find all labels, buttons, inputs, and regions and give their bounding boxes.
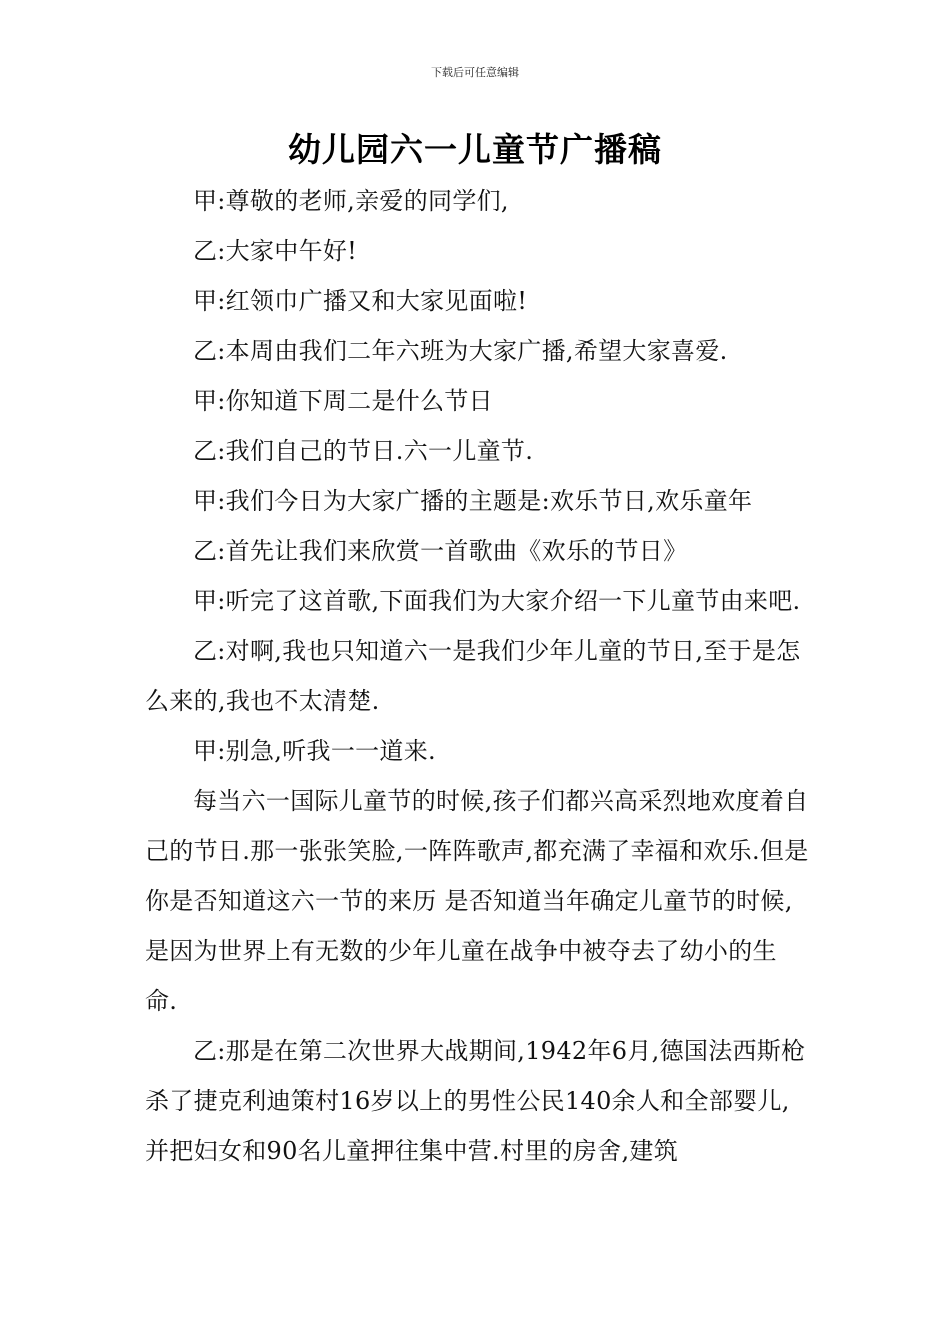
document-body xyxy=(145,176,809,1176)
document-title: 幼儿园六一儿童节广播稿 xyxy=(288,130,662,169)
paragraph: 乙:那是在第二次世界大战期间,1942年6月,德国法西斯枪杀了捷克利迪策村16岁以上的男性公民140余人和全部婴儿,并把妇女和90名儿童押往集中营.村里的房舍,建筑 xyxy=(145,1037,806,1165)
header-note: 下载后可任意编辑 xyxy=(431,66,519,79)
paragraph: 乙:我们自己的节日.六一儿童节. xyxy=(193,437,534,465)
paragraph: 甲:尊敬的老师,亲爱的同学们, xyxy=(193,187,509,215)
paragraph: 甲:我们今日为大家广播的主题是:欢乐节日,欢乐童年 xyxy=(193,487,753,515)
paragraph: 乙:大家中午好! xyxy=(193,237,358,265)
paragraph: 甲:你知道下周二是什么节日 xyxy=(193,387,493,415)
paragraph: 每当六一国际儿童节的时候,孩子们都兴高采烈地欢度着自己的节日.那一张张笑脸,一阵阵歌声,都充满了幸福和欢乐.但是你是否知道这六一节的来历 是否知道当年确定儿童节的时候,是因为世界上有无数的少年儿童在战争中被夺去了幼小的生命. xyxy=(145,787,809,1015)
paragraph: 甲:听完了这首歌,下面我们为大家介绍一下儿童节由来吧. xyxy=(193,587,801,615)
paragraph: 乙:对啊,我也只知道六一是我们少年儿童的节日,至于是怎么来的,我也不太清楚. xyxy=(145,637,801,715)
paragraph: 乙:首先让我们来欣赏一首歌曲《欢乐的节日》 xyxy=(193,537,688,565)
paragraph: 乙:本周由我们二年六班为大家广播,希望大家喜爱. xyxy=(193,337,728,365)
paragraph: 甲:红领巾广播又和大家见面啦! xyxy=(193,287,528,315)
paragraph: 甲:别急,听我一一道来. xyxy=(193,737,436,765)
